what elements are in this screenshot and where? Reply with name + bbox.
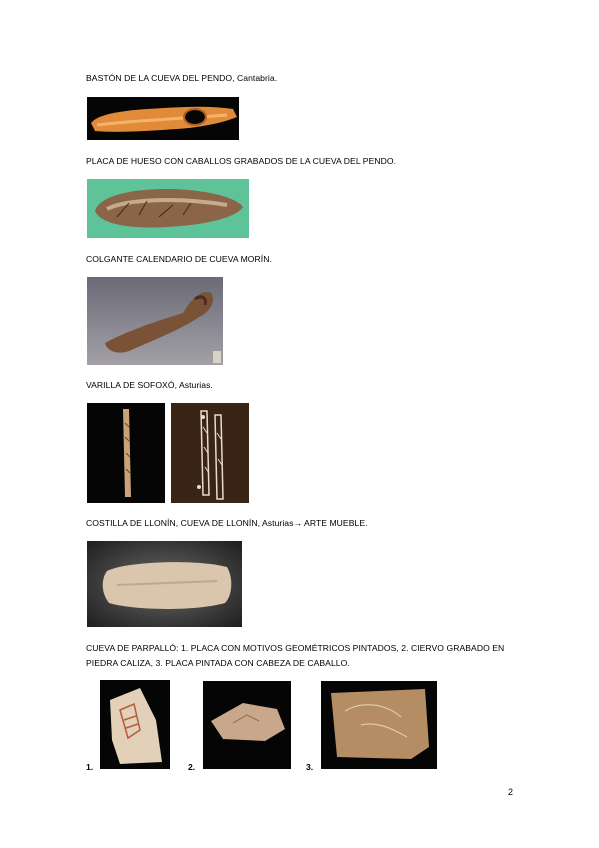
varilla-sofoxo-photo xyxy=(87,403,165,503)
figure-number-3: 3. xyxy=(306,762,314,772)
caption-cueva-parpallo: CUEVA DE PARPALLÓ: 1. PLACA CON MOTIVOS GEOMÉTRICOS PINTADOS, 2. CIERVO GRABADO EN PIEDRA CALIZA, 3. PLACA PINTADA CON CABEZA DE CABALLO. xyxy=(86,643,505,668)
placa-hueso-photo xyxy=(87,179,249,238)
figure-number-2: 2. xyxy=(188,762,196,772)
ciervo-grabado-photo xyxy=(203,681,291,769)
caption-costilla-llonin: COSTILLA DE LLONÍN, CUEVA DE LLONÍN, Asturias→ ARTE MUEBLE. xyxy=(86,518,368,528)
baston-pendo-photo xyxy=(87,97,239,140)
placa-geometricos-photo xyxy=(100,680,170,769)
caption-varilla-sofoxo: VARILLA DE SOFOXÓ, Asturias. xyxy=(86,380,213,390)
caption-colgante-morin: COLGANTE CALENDARIO DE CUEVA MORÍN. xyxy=(86,254,272,264)
costilla-llonin-photo xyxy=(87,541,242,627)
caption-placa-hueso-pendo: PLACA DE HUESO CON CABALLOS GRABADOS DE LA CUEVA DEL PENDO. xyxy=(86,156,397,166)
varilla-sofoxo-drawing xyxy=(171,403,249,503)
placa-cabeza-caballo-photo xyxy=(321,681,437,769)
colgante-morin-photo xyxy=(87,277,223,365)
figure-number-1: 1. xyxy=(86,762,94,772)
page-number: 2 xyxy=(508,787,514,797)
caption-baston-pendo: BASTÓN DE LA CUEVA DEL PENDO, Cantabria. xyxy=(86,73,278,83)
